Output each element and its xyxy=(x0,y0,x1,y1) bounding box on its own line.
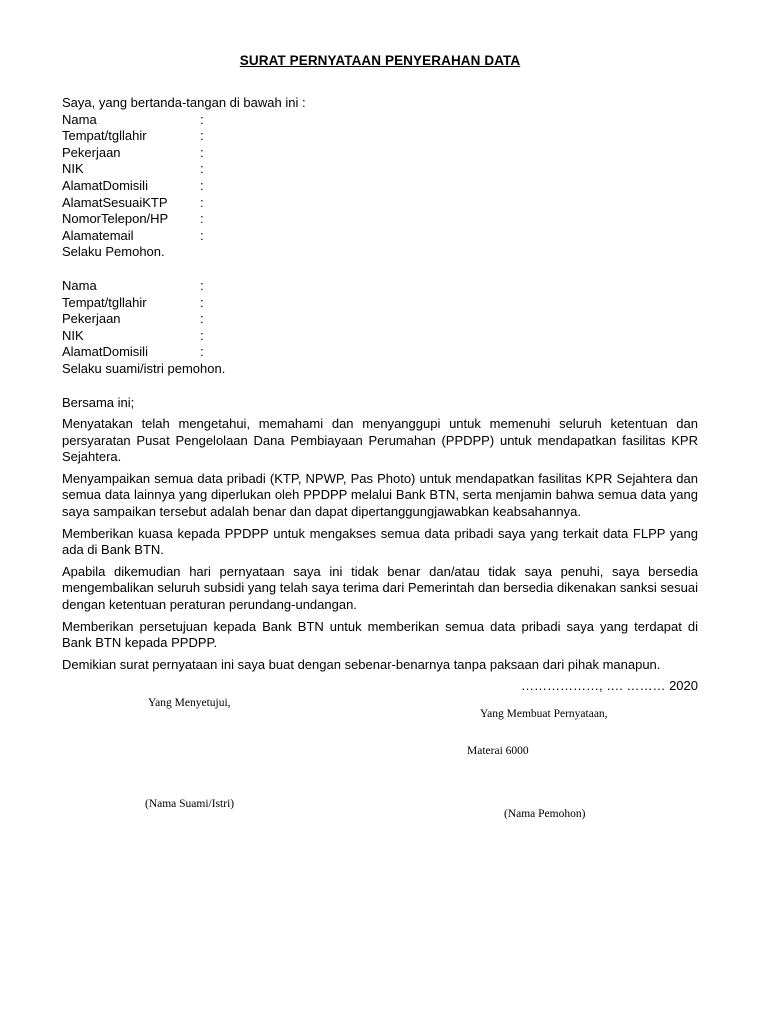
field-separator: : xyxy=(200,194,204,210)
field-label: Nama xyxy=(62,111,97,127)
statement-paragraph: Menyampaikan semua data pribadi (KTP, NPWP, Pas Photo) untuk mendapatkan fasilitas KPR Sejahtera dan semua data lainnya yang diperlukan oleh PPDPP melalui Bank BTN, serta menjamin bahwa semua data yang saya sampaikan tersebut adalah benar dan dapat dipertanggungjawabkan keabsahannya. xyxy=(62,470,698,520)
intro-text: Saya, yang bertanda-tangan di bawah ini : xyxy=(62,95,306,110)
field-separator: : xyxy=(200,311,204,327)
statement-paragraph: Menyatakan telah mengetahui, memahami dan menyanggupi untuk memenuhi seluruh ketentuan dan persyaratan Pusat Pengelolaan Dana Pembiayaan Perumahan (PPDPP) untuk mendapatkan fasilitas KPR Sejahtera. xyxy=(62,416,698,465)
field-separator: : xyxy=(200,227,204,243)
field-label: AlamatSesuaiKTP xyxy=(62,194,168,210)
applicant-fields xyxy=(62,112,698,245)
field-separator: : xyxy=(200,161,204,177)
together-text: Bersama ini; xyxy=(62,394,135,410)
date-line: ………………, …. ……… 2020 xyxy=(521,678,698,694)
field-row xyxy=(62,112,698,129)
field-label: NIK xyxy=(62,161,84,177)
field-separator: : xyxy=(200,294,204,310)
field-separator: : xyxy=(200,111,204,127)
applicant-role: Selaku Pemohon. xyxy=(62,244,165,260)
field-separator: : xyxy=(200,211,204,227)
statement-paragraph: Demikian surat pernyataan ini saya buat dengan sebenar-benarnya tanpa paksaan dari pihak manapun. xyxy=(62,656,661,672)
field-row xyxy=(62,278,698,295)
field-label: NIK xyxy=(62,327,84,343)
right-signature-name: (Nama Pemohon) xyxy=(504,808,586,820)
field-label: NomorTelepon/HP xyxy=(62,211,169,227)
right-signature-heading: Yang Membuat Pernyataan, xyxy=(480,708,608,720)
left-signature-name: (Nama Suami/Istri) xyxy=(145,798,235,810)
statement-paragraph: Memberikan kuasa kepada PPDPP untuk mengakses semua data pribadi saya yang terkait data FLPP yang ada di Bank BTN. xyxy=(62,525,698,558)
spouse-role: Selaku suami/istri pemohon. xyxy=(62,360,226,376)
statement-paragraph: Apabila dikemudian hari pernyataan saya ini tidak benar dan/atau tidak saya penuhi, saya bersedia mengembalikan seluruh subsidi yang telah saya terima dari Pemerintah dan bersedia dikenakan sanksi sesuai dengan ketentuan peraturan perundang-undangan. xyxy=(62,563,698,613)
field-label: Pekerjaan xyxy=(62,311,121,327)
field-label: AlamatDomisili xyxy=(62,177,148,193)
document-title: SURAT PERNYATAAN PENYERAHAN DATA xyxy=(239,53,521,68)
field-row xyxy=(62,145,698,162)
field-row xyxy=(62,178,698,195)
field-row xyxy=(62,311,698,328)
left-signature-heading: Yang Menyetujui, xyxy=(148,697,231,709)
statement-paragraph: Memberikan persetujuan kepada Bank BTN untuk memberikan semua data pribadi saya yang terdapat di Bank BTN kepada PPDPP. xyxy=(62,618,698,651)
field-label: Tempat/tgllahir xyxy=(62,128,147,144)
field-row xyxy=(62,344,698,361)
field-row xyxy=(62,128,698,145)
field-separator: : xyxy=(200,327,204,343)
field-label: Alamatemail xyxy=(62,227,134,243)
statement-paragraphs xyxy=(62,416,698,673)
field-separator: : xyxy=(200,344,204,360)
spouse-fields xyxy=(62,278,698,361)
field-row xyxy=(62,195,698,212)
field-separator: : xyxy=(200,277,204,293)
field-label: Pekerjaan xyxy=(62,144,121,160)
field-separator: : xyxy=(200,128,204,144)
field-row xyxy=(62,228,698,245)
field-separator: : xyxy=(200,177,204,193)
field-row xyxy=(62,295,698,312)
field-separator: : xyxy=(200,144,204,160)
field-label: Tempat/tgllahir xyxy=(62,294,147,310)
field-row xyxy=(62,211,698,228)
field-label: AlamatDomisili xyxy=(62,344,148,360)
field-row xyxy=(62,328,698,345)
stamp-label: Materai 6000 xyxy=(467,745,529,757)
field-row xyxy=(62,161,698,178)
document-body xyxy=(62,95,698,695)
field-label: Nama xyxy=(62,277,97,293)
